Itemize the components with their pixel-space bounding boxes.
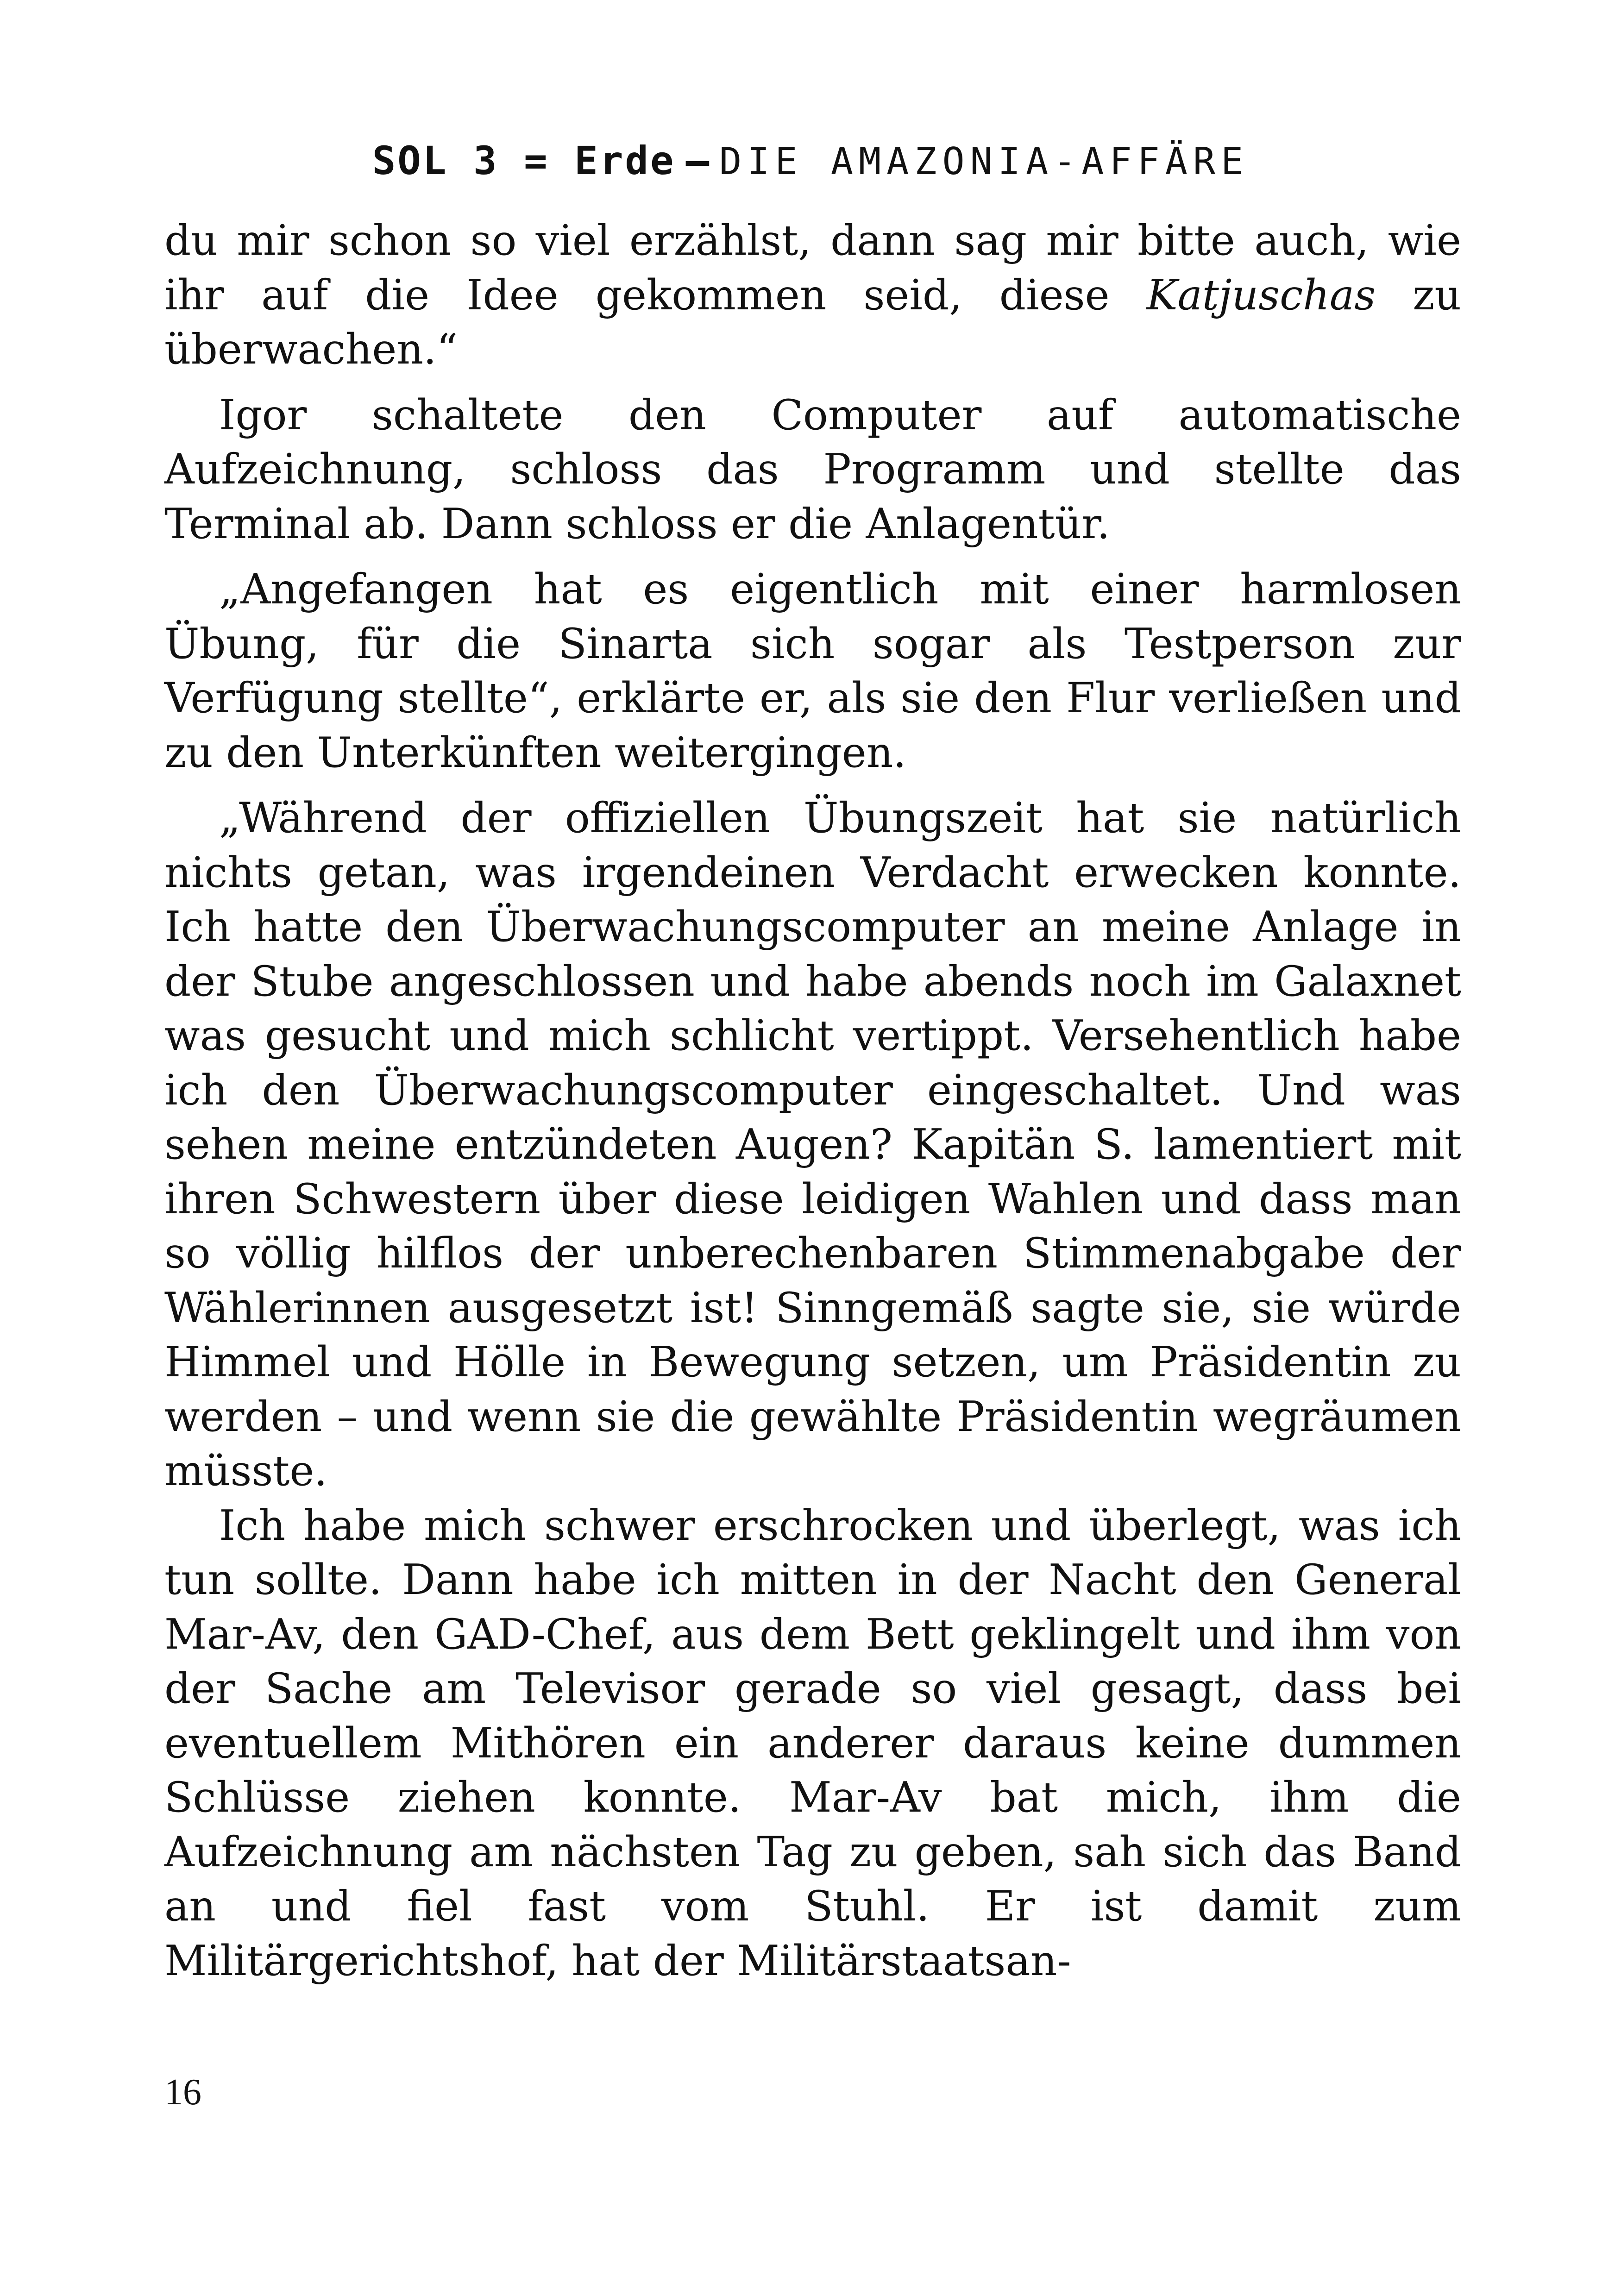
paragraph-text: zu überwachen.“: [164, 271, 1461, 374]
body-text: [164, 214, 1461, 1989]
header-separator: –: [685, 138, 710, 183]
paragraph: Ich habe mich schwer erschrocken und überlegt, was ich tun sollte. Dann habe ich mitten in der Nacht den General Mar-Av, den GAD-Chef, aus dem Bett geklingelt und ihm von der Sache am Televisor gerade so viel gesagt, dass bei eventuellem Mithören ein anderer daraus keine dummen Schlüsse ziehen konnte. Mar-Av bat mich, ihm die Aufzeichnung am nächsten Tag zu geben, sah sich das Band an und fiel fast vom Stuhl. Er ist damit zum Militärgerichtshof, hat der Militärstaatsan-: [164, 1501, 1461, 1985]
paragraph: „Angefangen hat es eigentlich mit einer harmlosen Übung, für die Sinarta sich sogar als Testperson zur Verfügung stellte“, erklärte er, als sie den Flur verließen und zu den Unterkünften weitergingen.: [164, 565, 1461, 777]
paragraph-continuation: [164, 214, 1461, 377]
paragraph: „Während der offiziellen Übungszeit hat sie natürlich nichts getan, was irgendeinen Verdacht erwecken konnte. Ich hatte den Überwachungscomputer an meine Anlage in der Stube angeschlossen und habe abends noch im Galaxnet was gesucht und mich schlicht vertippt. Versehentlich habe ich den Überwachungscomputer eingeschaltet. Und was sehen meine entzündeten Augen? Kapitän S. lamentiert mit ihren Schwestern über diese leidigen Wahlen und dass man so völlig hilflos der unberechenbaren Stimmenabgabe der Wählerinnen ausgesetzt ist! Sinngemäß sagte sie, sie würde Himmel und Hölle in Bewegung setzen, um Präsidentin zu werden – und wenn sie die gewählte Präsidentin wegräumen müsste.: [164, 794, 1461, 1495]
paragraph: Igor schaltete den Computer auf automatische Aufzeichnung, schloss das Programm und stellte das Terminal ab. Dann schloss er die Anlagentür.: [164, 391, 1461, 548]
paragraph-text: du mir schon so viel erzählst, dann sag mir bitte auch, wie ihr auf die Idee gekommen seid, diese: [164, 217, 1461, 320]
book-title: DIE AMAZONIA-AFFÄRE: [719, 140, 1249, 183]
series-title: SOL 3 = Erde: [372, 138, 676, 183]
emphasized-word: Katjuschas: [1146, 271, 1376, 320]
running-header: [0, 135, 1621, 198]
page-number: 16: [164, 2072, 201, 2113]
